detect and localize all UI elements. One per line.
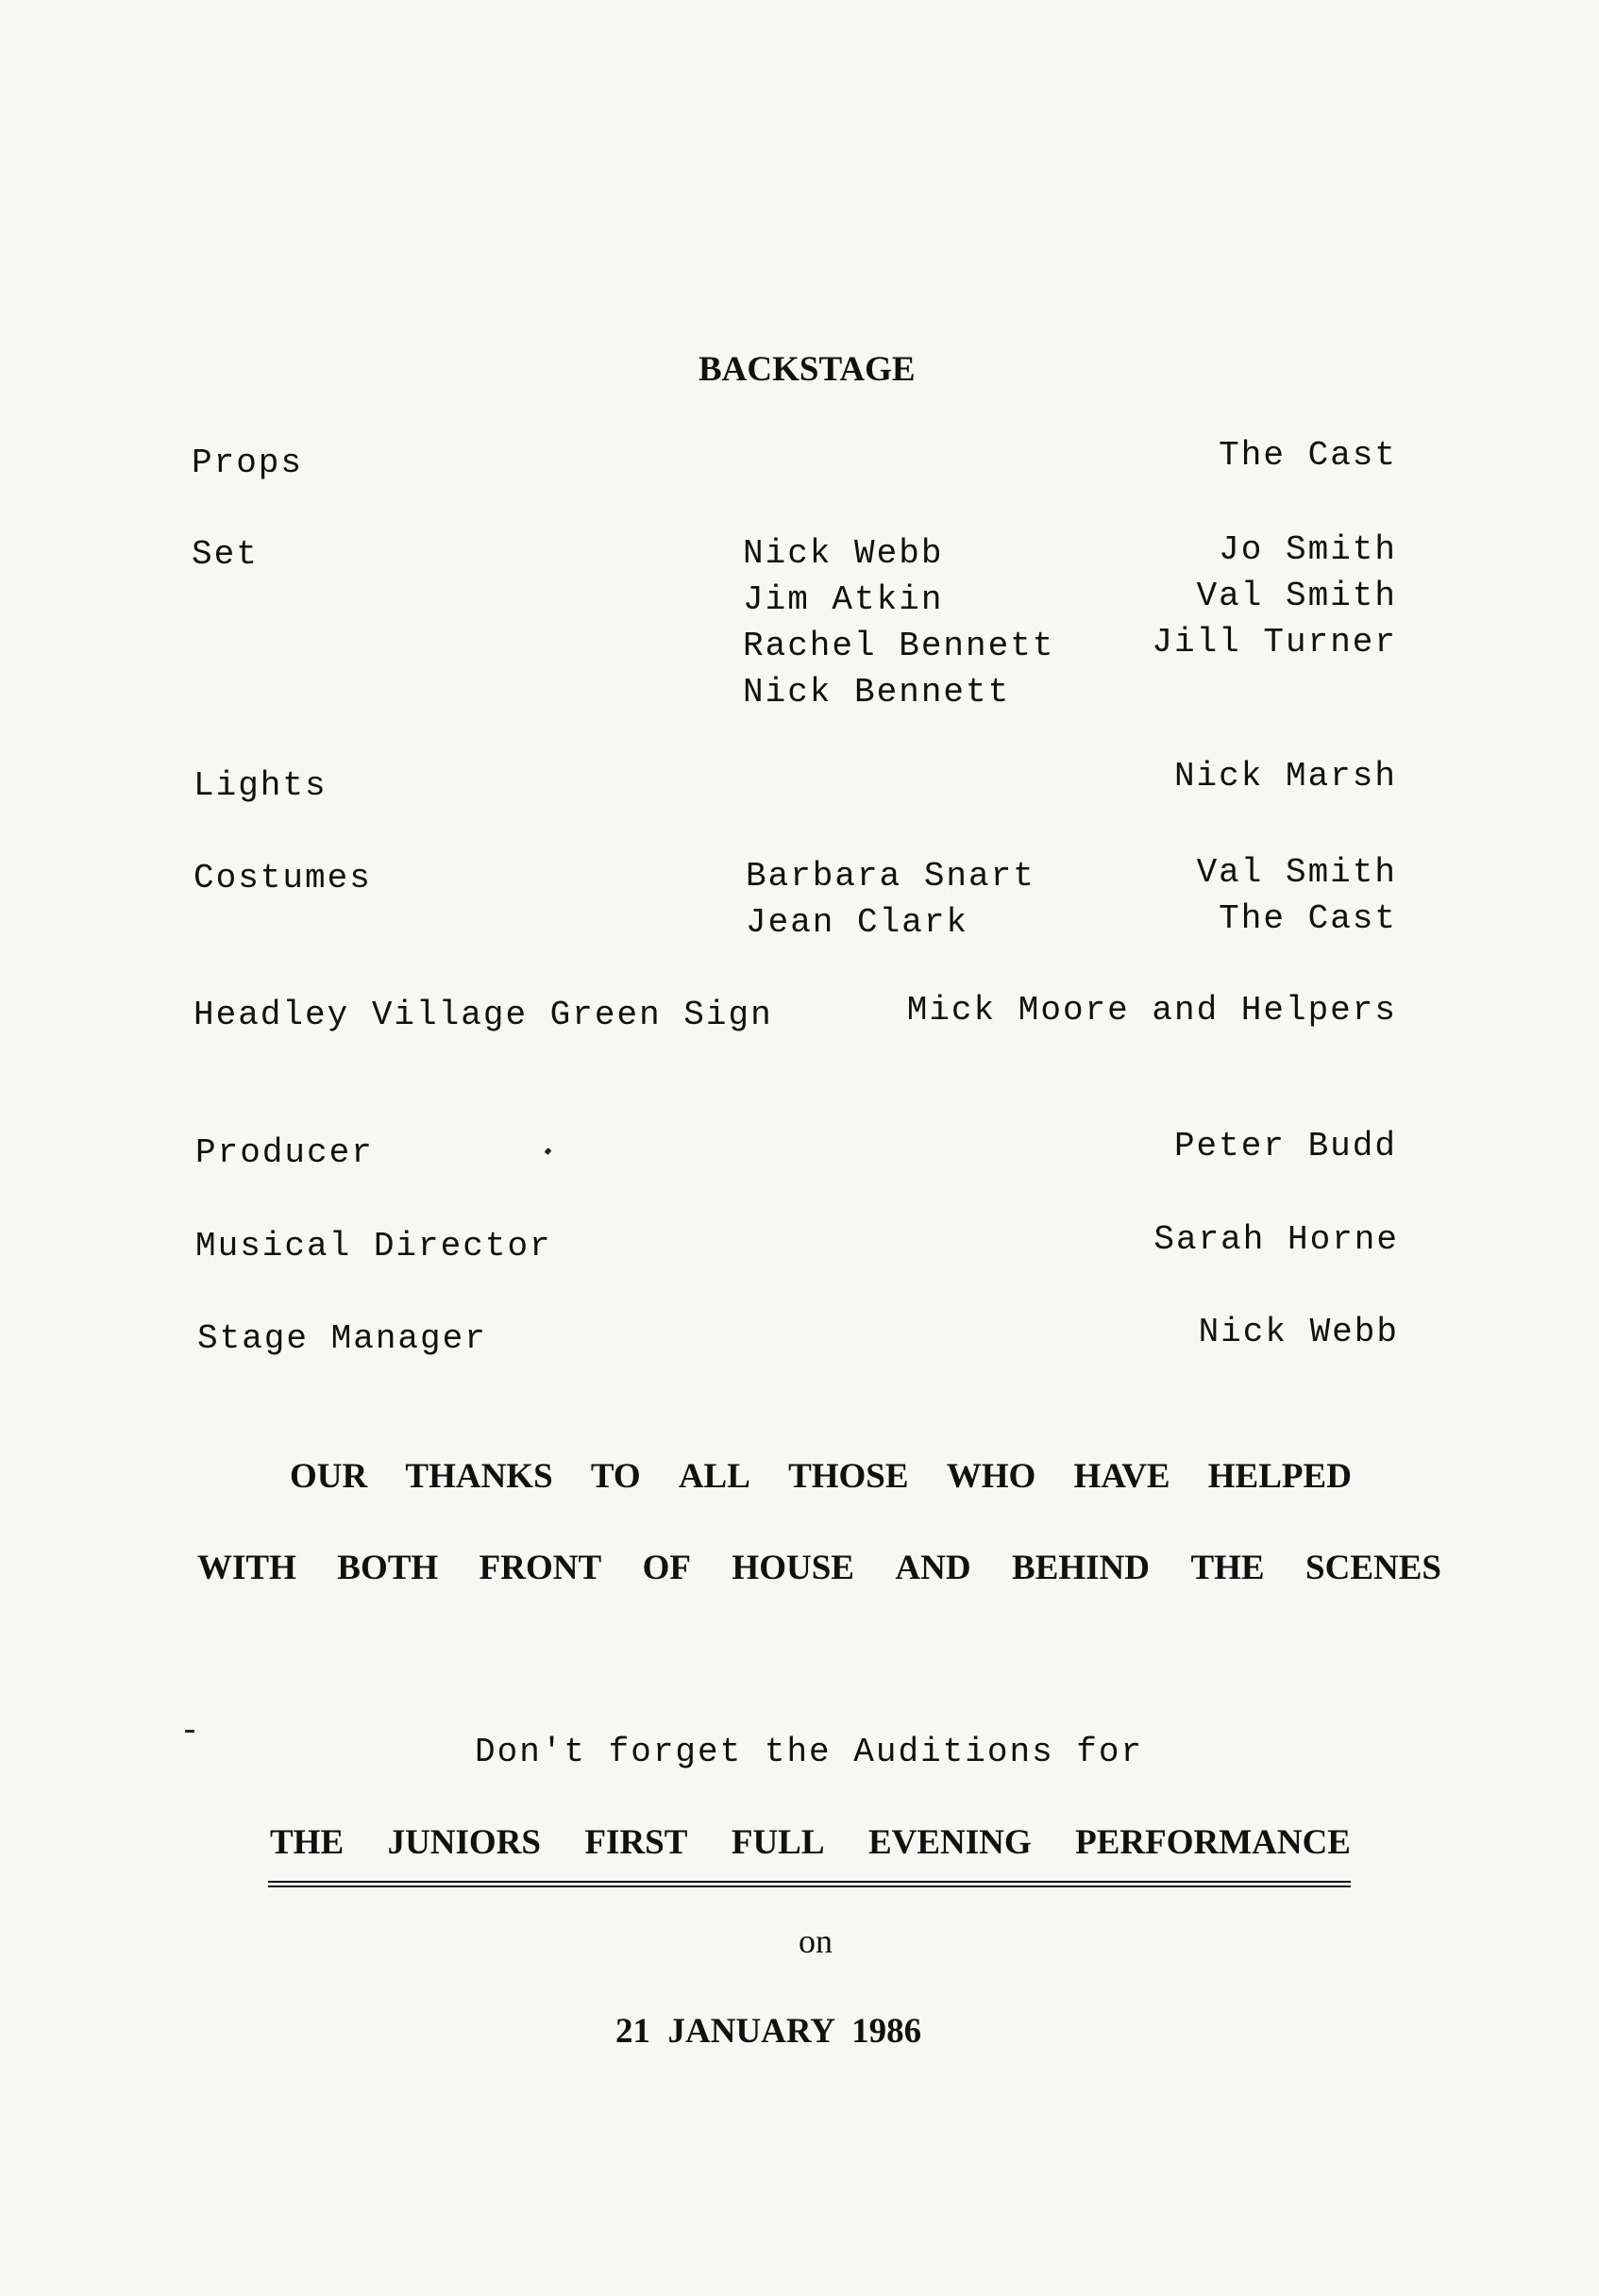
- costumes-cast-name: The Cast: [1219, 899, 1397, 938]
- thanks-word: TO: [590, 1457, 641, 1496]
- thanks-word: OF: [642, 1549, 691, 1587]
- set-crew-list: [743, 530, 1054, 715]
- set-crew-name: Rachel Bennett: [743, 627, 1055, 665]
- lights-label: Lights: [194, 766, 328, 805]
- thanks-word: HELPED: [1207, 1457, 1352, 1496]
- costumes-crew-name: Barbara Snart: [746, 857, 1035, 896]
- lights-crew: Nick Marsh: [1173, 757, 1397, 796]
- thanks-word: HAVE: [1073, 1457, 1170, 1496]
- set-cast-list: [1152, 527, 1397, 665]
- title-word: EVENING: [867, 1823, 1032, 1862]
- set-label: Set: [192, 535, 259, 574]
- set-crew-name: Nick Webb: [743, 534, 944, 573]
- musical-director-name: Sarah Horne: [1153, 1220, 1399, 1259]
- thanks-word: THOSE: [788, 1457, 909, 1496]
- sign-crew: Mick Moore and Helpers: [906, 991, 1397, 1030]
- set-cast-name: Jo Smith: [1219, 530, 1397, 569]
- title-double-underline: [268, 1881, 1351, 1887]
- costumes-crew-list: [746, 853, 1035, 946]
- performance-title: [270, 1822, 1351, 1863]
- stage-manager-name: Nick Webb: [1198, 1313, 1399, 1351]
- stage-manager-label: Stage Manager: [197, 1319, 487, 1358]
- costumes-cast-list: [1197, 849, 1397, 942]
- auditions-reminder: Don't forget the Auditions for: [475, 1733, 1144, 1771]
- set-crew-name: Jim Atkin: [743, 580, 944, 619]
- on-word: on: [799, 1922, 833, 1960]
- producer-label: Producer: [195, 1133, 374, 1172]
- thanks-word: WHO: [946, 1457, 1036, 1496]
- thanks-word: WITH: [197, 1549, 296, 1587]
- title-word: THE: [270, 1823, 345, 1862]
- costumes-cast-name: Val Smith: [1196, 853, 1397, 892]
- backstage-heading: BACKSTAGE: [699, 350, 916, 389]
- thanks-word: AND: [895, 1549, 971, 1587]
- thanks-word: SCENES: [1305, 1549, 1441, 1587]
- set-cast-name: Jill Turner: [1152, 623, 1397, 662]
- ink-speck: [185, 1730, 194, 1733]
- thanks-word: ALL: [678, 1457, 750, 1496]
- thanks-line-1: [290, 1456, 1352, 1497]
- thanks-word: BOTH: [337, 1549, 439, 1587]
- thanks-word: THANKS: [405, 1457, 553, 1496]
- ink-speck: [545, 1148, 552, 1155]
- set-crew-name: Nick Bennett: [743, 673, 1011, 712]
- title-word: JUNIORS: [387, 1823, 541, 1862]
- sign-label: Headley Village Green Sign: [194, 996, 773, 1034]
- title-word: FIRST: [584, 1823, 688, 1862]
- set-cast-name: Val Smith: [1196, 577, 1397, 615]
- thanks-word: BEHIND: [1012, 1549, 1150, 1587]
- title-word: PERFORMANCE: [1075, 1823, 1351, 1862]
- thanks-word: HOUSE: [732, 1549, 854, 1587]
- thanks-line-2: [197, 1548, 1441, 1588]
- props-crew: The Cast: [1219, 436, 1397, 475]
- costumes-crew-name: Jean Clark: [746, 903, 969, 942]
- thanks-word: OUR: [290, 1457, 368, 1496]
- producer-name: Peter Budd: [1173, 1127, 1397, 1165]
- title-word: FULL: [731, 1823, 825, 1862]
- thanks-word: FRONT: [479, 1549, 602, 1587]
- props-label: Props: [192, 444, 304, 482]
- musical-director-label: Musical Director: [195, 1227, 552, 1265]
- thanks-word: THE: [1190, 1549, 1265, 1587]
- audition-date: 21 JANUARY 1986: [615, 2012, 922, 2051]
- costumes-label: Costumes: [194, 859, 372, 897]
